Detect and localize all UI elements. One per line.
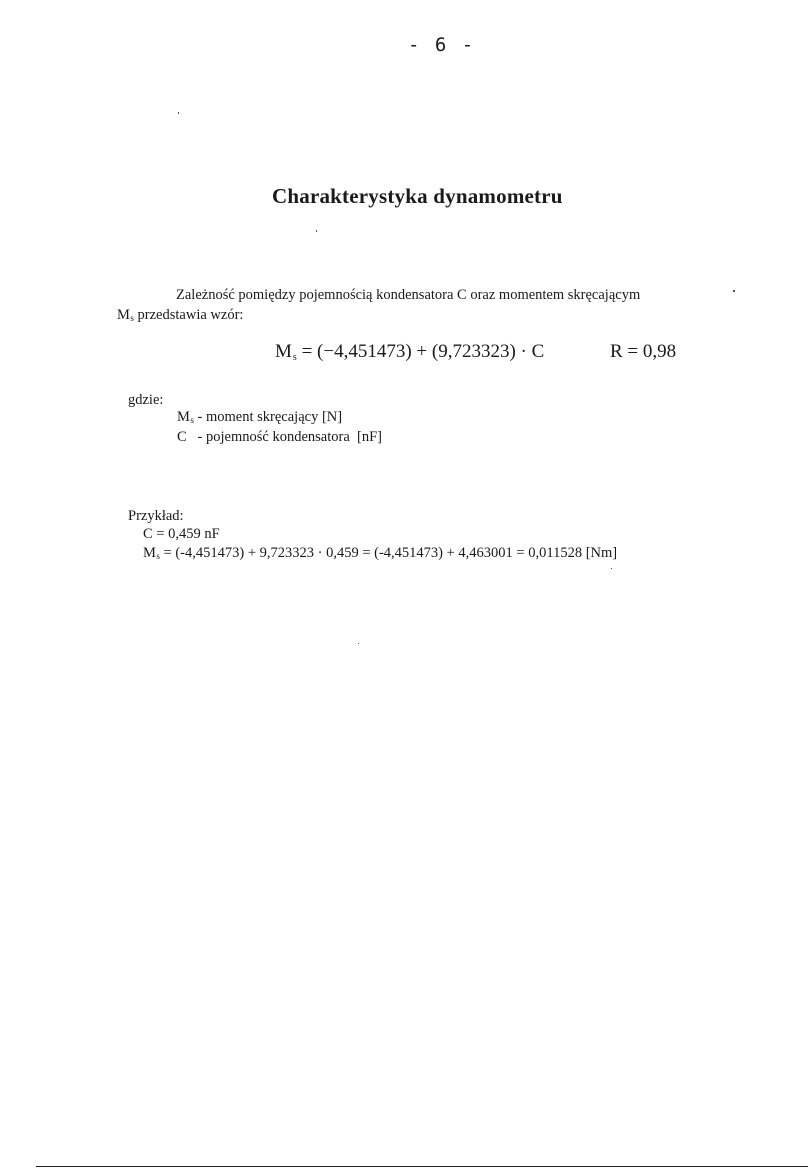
scan-speck [733,290,735,292]
scan-speck [611,568,612,569]
example-line-1: C = 0,459 nF [143,526,220,542]
definition-c-text: - pojemność kondensatora [nF] [186,429,382,445]
intro-line-2-text: przedstawia wzór: [137,307,244,323]
example-line-2 [143,545,617,562]
correlation-value: R = 0,98 [610,341,677,362]
main-formula [275,341,544,363]
definition-c-symbol: C [177,429,187,445]
example-label: Przykład: [128,508,184,524]
intro-line-1: Zależność pomiędzy pojemnością kondensatora C oraz momentem skręcającym [176,287,641,303]
example-ms-subscript: s [156,551,160,561]
ms-symbol: M [117,307,130,323]
example-line-2-text: = (-4,451473) + 9,723323 · 0,459 = (-4,451473) + 4,463001 = 0,011528 [Nm] [159,545,618,561]
definition-ms [177,409,342,426]
where-label: gdzie: [128,392,164,408]
page-number: - 6 - [408,34,476,56]
definition-ms-subscript: s [190,415,194,425]
ms-subscript: s [130,313,134,323]
definition-c [177,429,382,446]
scan-speck [316,230,317,232]
scan-speck [178,112,179,114]
scan-speck [358,643,359,644]
formula-rhs: = (−4,451473) + (9,723323) · C [301,341,545,362]
page-title: Charakterystyka dynamometru [272,184,563,208]
intro-line-2 [117,307,243,324]
definition-ms-text: - moment skręcający [N] [193,409,343,425]
scan-edge-line [36,1166,808,1167]
definition-ms-symbol: M [177,409,190,425]
example-ms-symbol: M [143,545,156,561]
formula-lhs-symbol: M [275,341,292,362]
formula-lhs-subscript: s [292,352,297,363]
